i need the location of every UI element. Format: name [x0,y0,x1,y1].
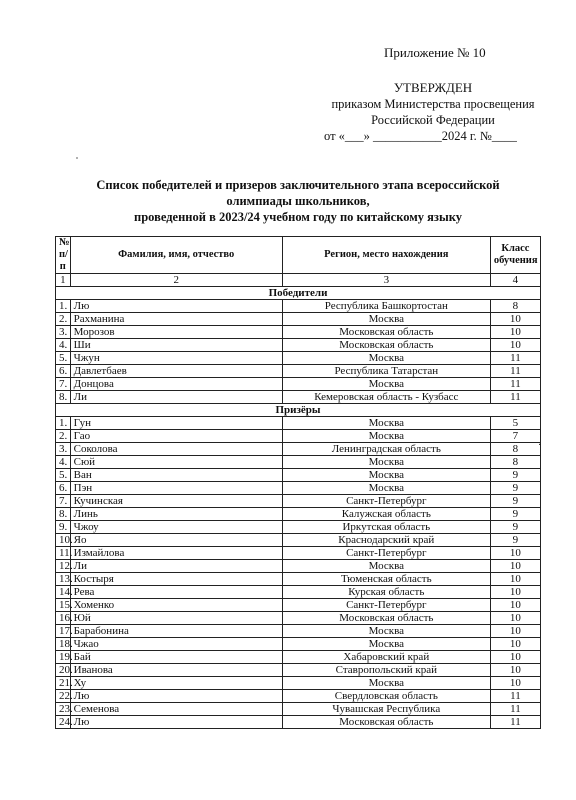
table-row [56,521,541,534]
row-number: 6. [56,482,71,495]
prizewinners-section-row [56,404,541,417]
row-number: 20. [56,664,71,677]
participant-grade: 8 [490,443,540,456]
participant-name: Лю [70,300,282,313]
participant-name: Иванова [70,664,282,677]
participant-grade: 11 [490,690,540,703]
table-row [56,443,541,456]
scan-speck [76,157,78,159]
order-line-3: от «___» ___________2024 г. №____ [324,129,517,143]
row-number: 8. [56,508,71,521]
participant-region: Тюменская область [282,573,490,586]
participant-name: Измайлова [70,547,282,560]
participant-name: Барабонина [70,625,282,638]
participant-grade: 10 [490,586,540,599]
table-row [56,300,541,313]
participant-name: Чжоу [70,521,282,534]
participant-region: Ленинградская область [282,443,490,456]
table-row [56,573,541,586]
table-row [56,664,541,677]
col-number-header: № п/п [56,237,71,274]
participant-region: Москва [282,560,490,573]
table-row [56,391,541,404]
table-row [56,599,541,612]
participant-grade: 11 [490,352,540,365]
col-grade-header: Класс обучения [490,237,540,274]
table-row [56,560,541,573]
participant-name: Лю [70,716,282,729]
table-row [56,690,541,703]
table-row [56,703,541,716]
participant-region: Санкт-Петербург [282,495,490,508]
table-row [56,586,541,599]
participant-name: Ху [70,677,282,690]
row-number: 12. [56,560,71,573]
participant-grade: 10 [490,651,540,664]
participant-grade: 9 [490,521,540,534]
row-number: 7. [56,495,71,508]
participant-name: Бай [70,651,282,664]
table-row [56,469,541,482]
row-number: 11. [56,547,71,560]
participant-region: Республика Башкортостан [282,300,490,313]
table-row [56,495,541,508]
participant-region: Хабаровский край [282,651,490,664]
participant-grade: 10 [490,612,540,625]
title-line-3: проведенной в 2023/24 учебном году по китайскому языку [134,210,462,224]
participant-name: Костыря [70,573,282,586]
participant-name: Рева [70,586,282,599]
participant-grade: 10 [490,547,540,560]
table-row [56,534,541,547]
participant-grade: 11 [490,391,540,404]
table-row [56,352,541,365]
participant-grade: 9 [490,495,540,508]
table-row [56,638,541,651]
table-row [56,417,541,430]
row-number: 3. [56,443,71,456]
approved-heading: УТВЕРЖДЕН [393,80,473,95]
participant-name: Ван [70,469,282,482]
participant-grade: 8 [490,300,540,313]
participant-name: Рахманина [70,313,282,326]
row-number: 2. [56,313,71,326]
document-title [60,177,536,225]
row-number: 8. [56,391,71,404]
participant-region: Московская область [282,612,490,625]
participant-grade: 10 [490,599,540,612]
participant-grade: 11 [490,378,540,391]
participant-region: Курская область [282,586,490,599]
table-row [56,651,541,664]
row-number: 24. [56,716,71,729]
participant-name: Семенова [70,703,282,716]
col-index: 1 [56,274,71,287]
order-line-2: Российской Федерации [371,113,495,127]
column-index-row [56,274,541,287]
row-number: 15. [56,599,71,612]
participant-region: Москва [282,677,490,690]
participant-name: Хоменко [70,599,282,612]
margin-mark: · [538,440,542,451]
table-row [56,482,541,495]
participant-region: Москва [282,625,490,638]
participant-grade: 11 [490,365,540,378]
row-number: 3. [56,326,71,339]
row-number: 1. [56,300,71,313]
appendix-number: Приложение № 10 [384,45,486,60]
participant-region: Москва [282,378,490,391]
participant-name: Лю [70,690,282,703]
row-number: 9. [56,521,71,534]
participant-region: Санкт-Петербург [282,547,490,560]
participant-region: Свердловская область [282,690,490,703]
col-index: 2 [70,274,282,287]
table-row [56,677,541,690]
table-row [56,326,541,339]
participant-name: Чжун [70,352,282,365]
participant-name: Гао [70,430,282,443]
participant-name: Линь [70,508,282,521]
row-number: 13. [56,573,71,586]
table-row [56,339,541,352]
table-row [56,313,541,326]
participant-region: Иркутская область [282,521,490,534]
table-row [56,378,541,391]
col-index: 3 [282,274,490,287]
participant-grade: 7 [490,430,540,443]
row-number: 18. [56,638,71,651]
participant-region: Москва [282,638,490,651]
participant-region: Москва [282,456,490,469]
participant-region: Москва [282,482,490,495]
participant-grade: 10 [490,638,540,651]
participant-name: Гун [70,417,282,430]
participant-grade: 10 [490,677,540,690]
participant-region: Москва [282,352,490,365]
row-number: 23. [56,703,71,716]
participant-region: Республика Татарстан [282,365,490,378]
participant-grade: 10 [490,326,540,339]
row-number: 1. [56,417,71,430]
row-number: 2. [56,430,71,443]
row-number: 17. [56,625,71,638]
row-number: 22. [56,690,71,703]
participant-grade: 9 [490,534,540,547]
participant-grade: 8 [490,456,540,469]
row-number: 10. [56,534,71,547]
row-number: 19. [56,651,71,664]
participant-grade: 9 [490,482,540,495]
participant-region: Чувашская Республика [282,703,490,716]
row-number: 14. [56,586,71,599]
table-row [56,456,541,469]
participant-grade: 10 [490,313,540,326]
table-row [56,508,541,521]
row-number: 7. [56,378,71,391]
row-number: 16. [56,612,71,625]
order-line-1: приказом Министерства просвещения [331,97,535,111]
row-number: 4. [56,339,71,352]
title-line-1: Список победителей и призеров заключительного этапа всероссийской [96,178,500,192]
participant-grade: 10 [490,664,540,677]
participant-grade: 10 [490,573,540,586]
participant-region: Москва [282,313,490,326]
participant-name: Давлетбаев [70,365,282,378]
participant-name: Соколова [70,443,282,456]
participant-name: Ши [70,339,282,352]
approval-block [318,80,548,144]
participant-name: Яо [70,534,282,547]
table-row [56,716,541,729]
participant-name: Пэн [70,482,282,495]
table-row [56,547,541,560]
table-header-row [56,237,541,274]
participant-region: Московская область [282,716,490,729]
participant-region: Москва [282,430,490,443]
participant-region: Калужская область [282,508,490,521]
participant-region: Московская область [282,339,490,352]
prizewinners-section-label: Призёры [56,404,541,417]
winners-section-label: Победители [56,287,541,300]
participant-name: Донцова [70,378,282,391]
table-row [56,625,541,638]
col-name-header: Фамилия, имя, отчество [70,237,282,274]
participant-name: Сюй [70,456,282,469]
participant-grade: 5 [490,417,540,430]
title-line-2: олимпиады школьников, [226,194,370,208]
row-number: 5. [56,352,71,365]
table-row [56,612,541,625]
row-number: 6. [56,365,71,378]
participant-region: Санкт-Петербург [282,599,490,612]
participant-grade: 11 [490,703,540,716]
participant-grade: 10 [490,560,540,573]
participant-name: Ли [70,391,282,404]
table-row [56,430,541,443]
participant-region: Московская область [282,326,490,339]
participant-region: Кемеровская область - Кузбасс [282,391,490,404]
participant-name: Чжао [70,638,282,651]
participant-grade: 10 [490,625,540,638]
winners-section-row [56,287,541,300]
participant-grade: 10 [490,339,540,352]
participant-grade: 9 [490,508,540,521]
participant-name: Ли [70,560,282,573]
participant-region: Москва [282,417,490,430]
participant-region: Краснодарский край [282,534,490,547]
col-index: 4 [490,274,540,287]
participant-region: Москва [282,469,490,482]
row-number: 4. [56,456,71,469]
col-region-header: Регион, место нахождения [282,237,490,274]
participant-grade: 9 [490,469,540,482]
row-number: 5. [56,469,71,482]
participant-grade: 11 [490,716,540,729]
participant-name: Юй [70,612,282,625]
participant-name: Кучинская [70,495,282,508]
table-row [56,365,541,378]
results-table [55,236,541,729]
participant-region: Ставропольский край [282,664,490,677]
row-number: 21. [56,677,71,690]
participant-name: Морозов [70,326,282,339]
